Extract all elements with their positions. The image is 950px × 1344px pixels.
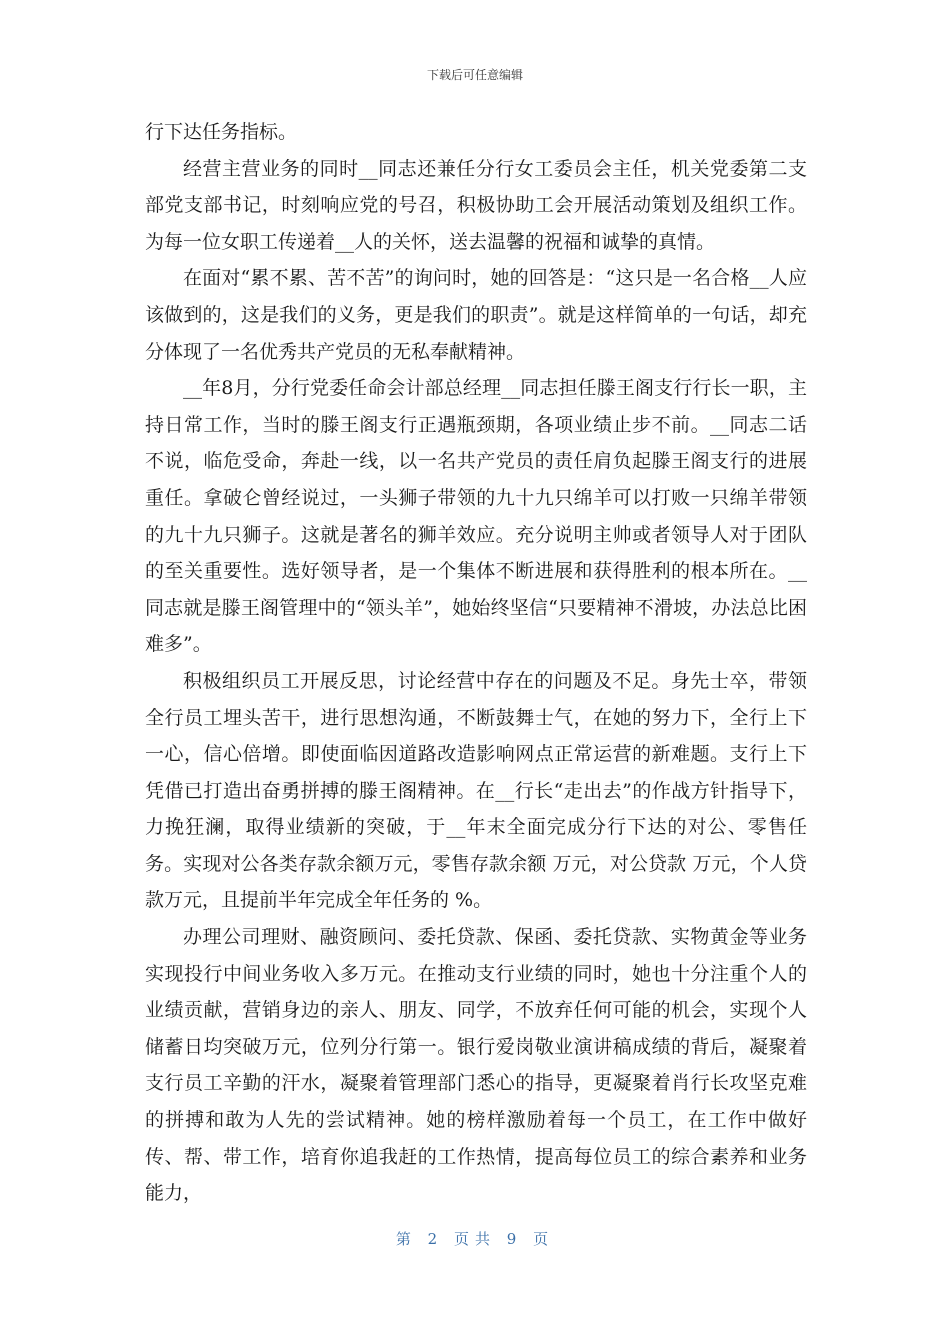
- paragraph: 积极组织员工开展反思，讨论经营中存在的问题及不足。身先士卒，带领全行员工埋头苦干，进行思想沟通，不断鼓舞士气，在她的努力下，全行上下一心，信心倍增。即使面临因道路改造影响网点正常运营的新难题。支行上下凭借已打造出奋勇拼搏的滕王阁精神。在__行长“走出去”的作战方针指导下，力挽狂澜，取得业绩新的突破，于__年末全面完成分行下达的对公、零售任务。实现对公各类存款余额万元，零售存款余额 万元，对公贷款 万元，个人贷款万元，且提前半年完成全年任务的 %。: [145, 669, 807, 912]
- paragraph: 在面对“累不累、苦不苦”的询问时，她的回答是：“这只是一名合格__人应该做到的，这是我们的义务，更是我们的职责”。就是这样简单的一句话，却充分体现了一名优秀共产党员的无私奉献精神。: [145, 267, 807, 363]
- paragraph: 办理公司理财、融资顾问、委托贷款、保函、委托贷款、实物黄金等业务实现投行中间业务收入多万元。在推动支行业绩的同时，她也十分注重个人的业绩贡献，营销身边的亲人、朋友、同学，不放弃任何可能的机会，实现个人储蓄日均突破万元，位列分行第一。银行爱岗敬业演讲稿成绩的背后，凝聚着支行员工辛勤的汗水，凝聚着管理部门悉心的指导，更凝聚着肖行长攻坚克难的拼搏和敢为人先的尝试精神。她的榜样激励着每一个员工，在工作中做好传、帮、带工作，培育你追我赶的工作热情，提高每位员工的综合素养和业务能力，: [145, 926, 807, 1205]
- paragraph: __年8月，分行党委任命会计部总经理__同志担任滕王阁支行行长一职，主持日常工作，当时的滕王阁支行正遇瓶颈期，各项业绩止步不前。__同志二话不说，临危受命，奔赴一线，以一名共产党员的责任肩负起滕王阁支行的进展重任。拿破仑曾经说过，一头狮子带领的九十九只绵羊可以打败一只绵羊带领的九十九只狮子。这就是著名的狮羊效应。充分说明主帅或者领导人对于团队的至关重要性。选好领导者，是一个集体不断进展和获得胜利的根本所在。__同志就是滕王阁管理中的“领头羊”，她始终坚信“只要精神不滑坡，办法总比困难多”。: [145, 377, 807, 656]
- document-body: [145, 114, 807, 1212]
- page-header: 下载后可任意编辑: [426, 68, 523, 82]
- page-number-footer: 第 2 页共 9 页: [395, 1230, 555, 1248]
- paragraph-continuation: 行下达任务指标。: [145, 121, 298, 143]
- paragraph: 经营主营业务的同时__同志还兼任分行女工委员会主任，机关党委第二支部党支部书记，时刻响应党的号召，积极协助工会开展活动策划及组织工作。为每一位女职工传递着__人的关怀，送去温馨的祝福和诚挚的真情。: [145, 157, 807, 253]
